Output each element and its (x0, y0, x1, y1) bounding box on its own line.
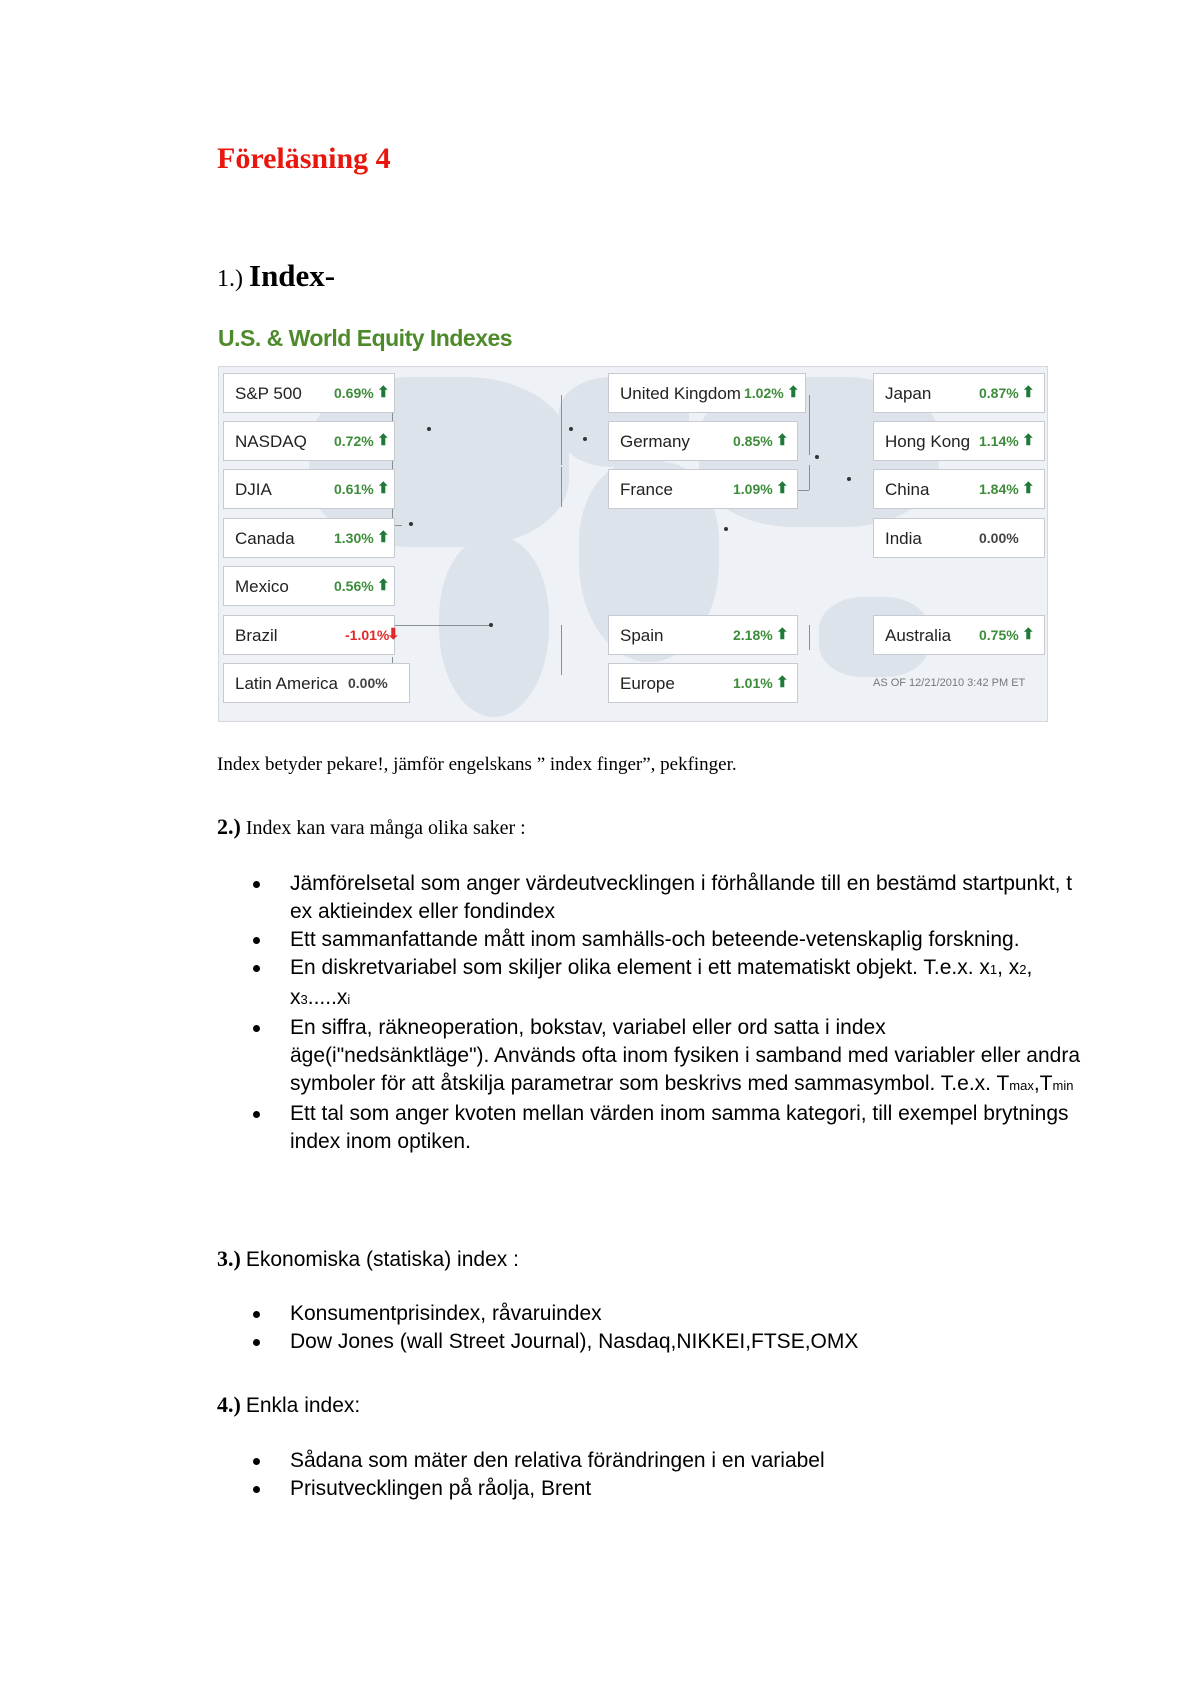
index-name: Latin America (235, 674, 338, 693)
index-name: France (620, 480, 673, 499)
section3-number: 3.) (217, 1246, 241, 1271)
index-card (223, 373, 395, 413)
equity-indexes-widget (218, 325, 1048, 723)
section3-heading (217, 1246, 519, 1272)
index-value: 0.87% (979, 385, 1019, 401)
index-value: -1.01% (345, 627, 390, 643)
widget-title: U.S. & World Equity Indexes (218, 325, 513, 351)
index-value: 0.00% (348, 675, 388, 691)
index-card (608, 615, 798, 655)
index-name: China (885, 480, 930, 499)
connector-line (392, 625, 492, 626)
subscript: max (1009, 1078, 1034, 1093)
subscript: 3 (300, 992, 308, 1007)
index-card (223, 566, 395, 606)
index-card (223, 421, 395, 461)
index-value: 1.01% (733, 675, 773, 691)
arrow-up-icon: ⬆ (377, 577, 390, 594)
location-dot (569, 427, 573, 431)
list-item-text: Sådana som mäter den relativa förändringen i en variabel (290, 1449, 825, 1472)
list-item (250, 1328, 1080, 1356)
arrow-up-icon: ⬆ (1022, 384, 1035, 401)
index-name: Hong Kong (885, 432, 971, 451)
section3-list (250, 1300, 1080, 1356)
location-dot (815, 455, 819, 459)
arrow-up-icon: ⬆ (377, 529, 390, 546)
arrow-up-icon: ⬆ (787, 384, 800, 401)
index-card (608, 373, 806, 413)
list-item (250, 954, 1080, 1014)
index-value: 1.30% (334, 530, 374, 546)
list-item-text: En diskretvariabel som skiljer olika element i ett matematiskt objekt. T.e.x. (290, 956, 980, 979)
section4-heading (217, 1392, 360, 1418)
index-value: 1.02% (744, 385, 784, 401)
connector-line (809, 625, 810, 650)
list-item-text: En siffra, räkneoperation, bokstav, variabel eller ord satta i index äge(i"nedsänktläge"). Används ofta inom fysiken i samband med variabler eller andra symboler för att åtskilja parametrar som beskrivs med sammasymbol. T.e.x. (290, 1016, 1081, 1095)
index-name: NASDAQ (235, 432, 307, 451)
index-card (223, 663, 410, 703)
section1-heading (217, 258, 335, 294)
list-item-text: Ett sammanfattande mått inom samhälls-och beteende-vetenskaplig forskning. (290, 928, 1020, 951)
index-example-tmax: T (996, 1072, 1010, 1095)
index-name: DJIA (235, 480, 272, 499)
section2-heading (217, 814, 526, 840)
list-item (250, 1014, 1080, 1100)
connector-line (561, 467, 562, 507)
index-name: Europe (620, 674, 675, 693)
index-name: Australia (885, 626, 952, 645)
list-item-text: Ett tal som anger kvoten mellan värden inom samma kategori, till exempel brytnings index inom optiken. (290, 1102, 1069, 1153)
section1-label: Index- (249, 258, 336, 293)
index-card (873, 373, 1045, 413)
index-card (873, 421, 1045, 461)
arrow-up-icon: ⬆ (377, 432, 390, 449)
location-dot (489, 623, 493, 627)
arrow-up-icon: ⬆ (1022, 432, 1035, 449)
section4-label: Enkla index: (245, 1394, 361, 1417)
index-value: 1.84% (979, 481, 1019, 497)
section2-list (250, 870, 1080, 1156)
arrow-up-icon: ⬆ (1022, 480, 1035, 497)
subscript: min (1052, 1078, 1074, 1093)
arrow-up-icon: ⬆ (377, 384, 390, 401)
location-dot (724, 527, 728, 531)
arrow-down-icon: ⬇ (387, 626, 400, 643)
list-item-text: Konsumentprisindex, råvaruindex (290, 1302, 602, 1325)
index-example-tmin: ,T (1033, 1072, 1053, 1095)
arrow-up-icon: ⬆ (776, 432, 789, 449)
index-card (608, 663, 798, 703)
list-item (250, 870, 1080, 926)
list-item (250, 926, 1080, 954)
index-card (608, 469, 798, 509)
section1-number: 1.) (217, 266, 243, 292)
page-title: Föreläsning 4 (217, 142, 391, 175)
index-value: 2.18% (733, 627, 773, 643)
index-value: 0.85% (733, 433, 773, 449)
subscript: 1 (989, 962, 998, 977)
south-america-shape (439, 537, 549, 717)
index-name: United Kingdom (620, 384, 741, 403)
index-value: 0.69% (334, 385, 374, 401)
index-example-x1: x (979, 956, 990, 979)
index-value: 1.09% (733, 481, 773, 497)
index-value: 1.14% (979, 433, 1019, 449)
location-dot (847, 477, 851, 481)
list-item (250, 1300, 1080, 1328)
connector-line (561, 395, 562, 465)
arrow-up-icon: ⬆ (776, 626, 789, 643)
index-name: Germany (620, 432, 690, 451)
connector-line (561, 625, 562, 675)
section2-label: Index kan vara många olika saker : (245, 817, 526, 839)
section4-list (250, 1447, 1080, 1503)
arrow-up-icon: ⬆ (1022, 626, 1035, 643)
connector-line (809, 465, 810, 490)
arrow-up-icon: ⬆ (776, 480, 789, 497)
index-example-x3: , x (290, 956, 1033, 1009)
index-value: 0.56% (334, 578, 374, 594)
index-name: Canada (235, 529, 295, 548)
location-dot (583, 437, 587, 441)
list-item (250, 1100, 1080, 1156)
index-value: 0.75% (979, 627, 1019, 643)
index-value: 0.72% (334, 433, 374, 449)
section2-number: 2.) (217, 814, 241, 839)
location-dot (409, 522, 413, 526)
index-example-xi: .....x (307, 986, 348, 1009)
list-item-text: Jämförelsetal som anger värdeutvecklingen i förhållande till en bestämd startpunkt, t ex aktieindex eller fondindex (290, 872, 1073, 923)
index-example-x2: , x (997, 956, 1020, 979)
index-value: 0.61% (334, 481, 374, 497)
connector-line (809, 395, 810, 455)
subscript: i (347, 992, 351, 1007)
index-meaning-paragraph: Index betyder pekare!, jämför engelskans ” index finger”, pekfinger. (217, 754, 737, 775)
index-name: Brazil (235, 626, 278, 645)
list-item-text: Dow Jones (wall Street Journal), Nasdaq,NIKKEI,FTSE,OMX (290, 1330, 859, 1353)
list-item (250, 1475, 1080, 1503)
index-value: 0.00% (979, 530, 1019, 546)
location-dot (427, 427, 431, 431)
as-of-timestamp: AS OF 12/21/2010 3:42 PM ET (873, 677, 1026, 689)
index-card (223, 518, 395, 558)
index-card (873, 615, 1045, 655)
list-item-text: Prisutvecklingen på råolja, Brent (290, 1477, 592, 1500)
arrow-up-icon: ⬆ (377, 480, 390, 497)
index-name: Japan (885, 384, 932, 403)
index-name: India (885, 529, 922, 548)
index-card (873, 469, 1045, 509)
index-name: Mexico (235, 577, 289, 596)
index-card (223, 469, 395, 509)
index-name: S&P 500 (235, 384, 302, 403)
index-card (223, 615, 400, 655)
index-name: Spain (620, 626, 664, 645)
section4-number: 4.) (217, 1392, 241, 1417)
arrow-up-icon: ⬆ (776, 674, 789, 691)
section3-label: Ekonomiska (statiska) index : (245, 1248, 519, 1271)
index-card (608, 421, 798, 461)
index-card (873, 518, 1045, 558)
list-item (250, 1447, 1080, 1475)
subscript: 2 (1019, 962, 1027, 977)
